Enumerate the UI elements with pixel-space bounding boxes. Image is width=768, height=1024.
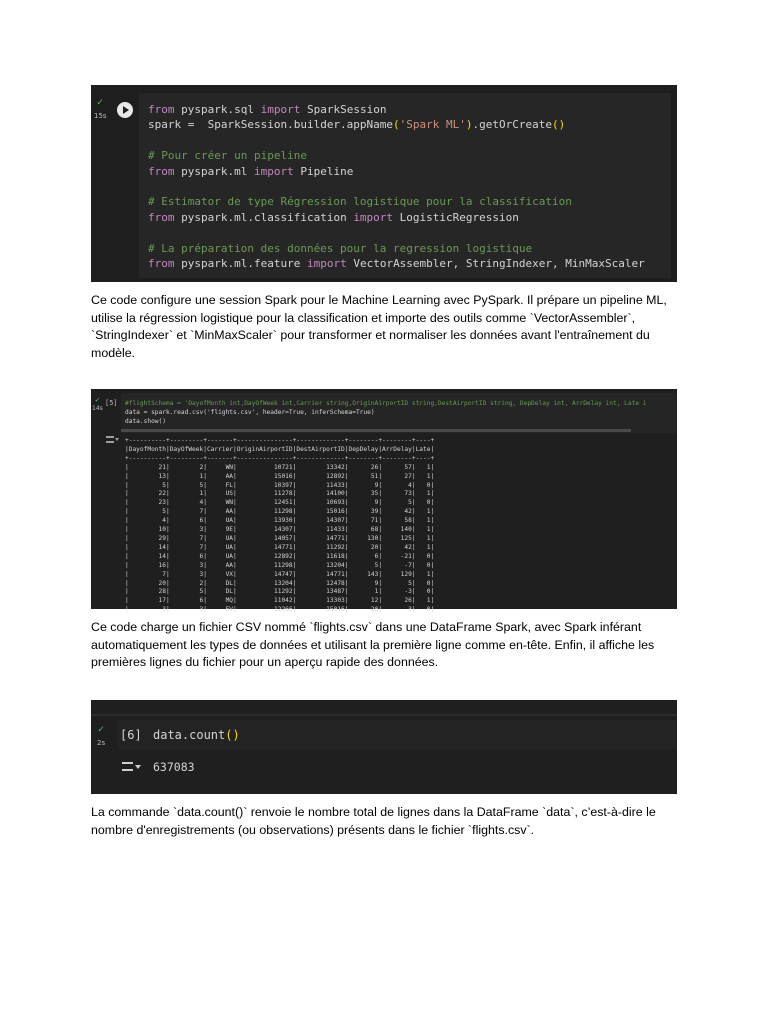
paragraph-text: La commande `data.count()` renvoie le nombre total de lignes dans la DataFrame `data`, c’est-à-dire le nombre d'enregistrements (ou observations) présents dans le fichier `flights.csv`. [91,805,656,837]
table-border: +----------+---------+-------+---------------+-------------+--------+--------+----+ [125,454,435,462]
code-cell-read-csv [91,389,677,614]
output-icon[interactable] [121,760,141,774]
table-row: | 5| 7| AA| 11298| 15016| 39| 42| 1| [125,508,435,516]
code-line [148,211,519,224]
table-row: | 5| 5| FL| 10397| 11433| 9| 4| 0| [125,481,435,489]
table-row: | 23| 4| WN| 12451| 10693| 9| 5| 0| [125,499,435,507]
code-token: .getOrCreate [472,118,553,131]
check-icon: ✓ [98,724,105,735]
table-row: | 10| 3| 9E| 14307| 11433| 68| 140| 1| [125,526,435,534]
table-row: | 22| 1| US| 11278| 14100| 35| 73| 1| [125,490,435,498]
code-token: () [552,118,566,131]
code-line [148,103,386,116]
paragraph-text: Ce code charge un fichier CSV nommé `flights.csv` dans une DataFrame Spark, avec Spark inférant automatiquement les types de données et utilisant la première ligne comme en-tête. Enfin, il affiche les premières lignes du fichier pour un aperçu rapide des données. [91,620,655,669]
code-token: from [148,211,182,224]
code-line [148,242,532,255]
table-row: | 14| 7| UA| 14771| 11292| 20| 42| 1| [125,543,435,551]
cell-top-border [91,714,677,716]
code-token: import [306,257,354,270]
code-cell-spark-session [91,85,677,282]
code-token: from [148,103,182,116]
code-token: # La préparation des données pour la regression logistique [148,242,533,255]
code-token: # Estimator de type Régression logistique pour la classification [148,195,572,208]
explanation-paragraph-3 [91,804,681,839]
table-row: | 16| 3| AA| 11298| 13204| 5| -7| 0| [125,561,435,569]
code-line-1: #flightSchema = 'DayofMonth int,DayOfWeek int,Carrier string,OriginAirportID string,DestAirportID string, DepDelay int, ArrDelay int, Late i [125,400,647,407]
exec-time: 2s [97,739,106,747]
code-fn: data.count [153,728,226,742]
check-icon: ✓ [97,97,104,108]
output-value: 637083 [153,760,195,774]
code-token: from [148,257,182,270]
table-border: +----------+---------+-------+---------------+-------------+--------+--------+----+ [125,437,435,444]
table-row: | 14| 6| UA| 12892| 11618| 6| -21| 0| [125,552,435,560]
explanation-paragraph-2 [91,619,681,672]
exec-time: 15s [94,112,107,120]
run-button[interactable] [117,102,133,118]
explanation-paragraph-1 [91,292,681,362]
code-token: Pipeline [300,165,354,178]
dataframe-output [125,437,434,615]
table-row: | 21| 2| WN| 10721| 13342| 26| 57| 1| [125,463,435,471]
code-line [148,165,353,178]
code-token: import [260,103,307,116]
code-text [153,728,240,742]
code-token: # Pour créer un pipeline [148,149,307,162]
table-row: | 17| 6| MQ| 11042| 13303| 12| 26| 1| [125,597,435,605]
code-token: VectorAssembler, StringIndexer, MinMaxScaler [353,257,645,270]
code-token: pyspark.ml.classification [181,211,354,224]
table-row: | 4| 6| UA| 13930| 14307| 71| 58| 1| [125,517,435,525]
code-line-3: data.show() [125,418,166,425]
table-row: | 13| 1| AA| 15016| 12892| 51| 27| 1| [125,472,435,480]
table-row: | 28| 5| DL| 11292| 13487| 1| -3| 0| [125,588,435,596]
scrollbar[interactable] [121,429,631,432]
code-line [148,257,645,270]
code-token: import [253,165,301,178]
code-token: from [148,165,182,178]
code-token: pyspark.ml.feature [181,257,307,270]
code-line-2: data = spark.read.csv('flights.csv', header=True, inferSchema=True) [125,409,375,416]
code-token: 'Spark ML' [399,118,466,131]
code-cell-count [91,700,677,794]
table-row: | 20| 2| DL| 13204| 12478| 9| 5| 0| [125,579,435,587]
check-icon: ✓ [95,395,100,404]
code-paren: () [225,728,240,742]
output-icon[interactable] [105,435,119,445]
table-row: | 3| 3| EV| 12266| 15016| 20| 3| 0| [125,606,435,614]
code-token: spark = [148,118,201,131]
play-icon [117,102,133,118]
code-token: ( [393,118,400,131]
code-token: SparkSession [306,103,387,116]
code-token: import [353,211,400,224]
exec-count: [6] [120,728,142,742]
code-token: pyspark.sql [181,103,261,116]
paragraph-text: Ce code configure une session Spark pour le Machine Learning avec PySpark. Il prépare un pipeline ML, utilise la régression logistique pour la classification et importe des outils comme `VectorAssembler`, `StringIndexer` et `MinMaxScaler` pour transformer et normaliser les données avant l'entraînement du modèle. [91,293,667,360]
code-token: pyspark.ml [181,165,254,178]
code-line [148,149,307,162]
table-row: | 29| 7| UA| 14057| 14771| 130| 125| 1| [125,534,435,542]
code-token: LogisticRegression [399,211,519,224]
table-header: |DayofMonth|DayOfWeek|Carrier|OriginAirportID|DestAirportID|DepDelay|ArrDelay|Late| [125,445,435,453]
table-row: | 7| 3| VX| 14747| 14771| 143| 129| 1| [125,570,435,578]
code-line [148,195,572,208]
code-token: ) [465,118,473,131]
exec-count: [5] [105,399,118,407]
code-token: SparkSession.builder.appName [200,118,394,131]
code-line [148,118,565,131]
exec-time: 14s [92,405,103,412]
